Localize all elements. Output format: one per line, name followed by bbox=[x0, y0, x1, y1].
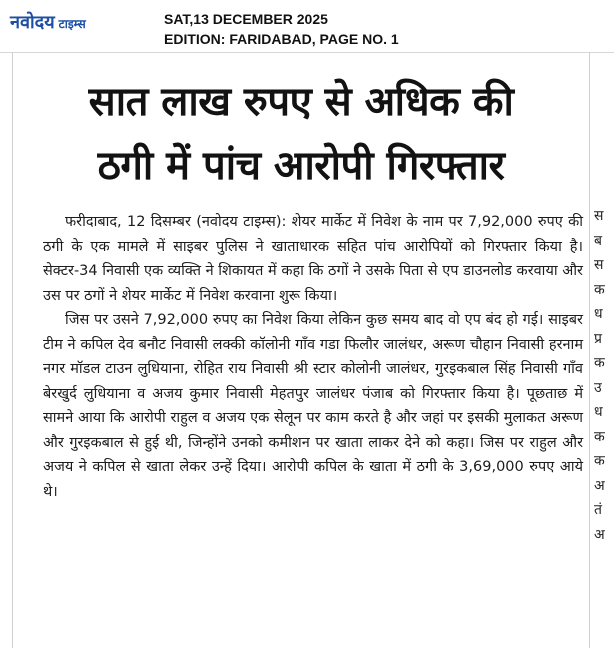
neighbor-glyph: स bbox=[594, 257, 604, 273]
neighbor-glyph: स bbox=[594, 208, 604, 224]
neighbor-glyph: क bbox=[594, 355, 605, 371]
neighbor-glyph: उ bbox=[594, 379, 602, 396]
masthead bbox=[0, 0, 614, 53]
neighbor-glyph: क bbox=[594, 453, 605, 469]
neighbor-glyph: प्र bbox=[594, 330, 602, 347]
logo-brand: नवोदय bbox=[10, 12, 55, 33]
headline bbox=[13, 70, 589, 198]
article-clipping bbox=[12, 52, 590, 648]
neighbor-glyph: अ bbox=[594, 526, 605, 543]
headline-line-2: ठगी में पांच आरोपी गिरफ्तार bbox=[97, 143, 505, 189]
neighbor-glyph: अ bbox=[594, 477, 605, 494]
neighbor-glyph: क bbox=[594, 428, 605, 445]
neighbor-glyph: तं bbox=[594, 502, 602, 518]
neighbor-glyph: क bbox=[594, 281, 605, 298]
neighbor-column-fragment bbox=[594, 204, 614, 547]
paragraph-2: जिस पर उसने 7,92,000 रुपए का निवेश किया लेकिन कुछ समय बाद वो एप बंद हो गई। साइबर टीम ने कपिल देव बनौट निवासी लक्की कॉलोनी गॉंव गडा फिलौर जालंधर, अरूण चौहान निवासी हरनाम नगर मॉडल टाउन लुधियाना, रोहित राय निवासी श्री स्टार कोलोनी जालंधर, गुरइकबाल सिंह निवासी गॉंव बेरखुर्द लुधियाना व अजय कुमार निवासी मेहतपुर जालंधर पंजाब को गिरफ्तार किया है। पूछताछ में सामने आया कि आरोपी राहुल व अजय एक सेलून पर काम करते है और जहां पर इसकी मुलाकत अरूण और गुरइकबाल से हुई थी, जिन्होंने उनको कमीशन पर खाता लाकर देने को कहा। जिस पर राहुल और अजय ने कपिल से खाता लेकर उन्हें दिया। आरोपी कपिल के खाता में ठगी के 3,69,000 रुपए आये थे। bbox=[43, 312, 583, 500]
logo-suffix: टाइम्स bbox=[58, 17, 86, 31]
newspaper-logo bbox=[10, 10, 86, 38]
neighbor-glyph: ब bbox=[594, 232, 602, 249]
edition-info bbox=[164, 9, 399, 49]
neighbor-glyph: ध bbox=[594, 404, 603, 420]
article-body bbox=[43, 210, 583, 504]
date-line: SAT,13 DECEMBER 2025 bbox=[164, 11, 328, 27]
paragraph-1: फरीदाबाद, 12 दिसम्बर (नवोदय टाइम्स): शेयर मार्केट में निवेश के नाम पर 7,92,000 रुपए की ठगी के एक मामले में साइबर पुलिस ने खाताधारक सहित पांच आरोपियों को गिरफ्तार किया है। सेक्टर-34 निवासी एक व्यक्ति ने शिकायत में कहा कि ठगों ने उसके पिता से एप डाउनलोड करवाया और उस पर ठगों ने शेयर मार्केट में निवेश करवाना शुरू किया। bbox=[43, 214, 583, 304]
neighbor-glyph: ध bbox=[594, 306, 603, 322]
headline-line-1: सात लाख रुपए से अधिक की bbox=[88, 79, 514, 125]
edition-line: EDITION: FARIDABAD, PAGE NO. 1 bbox=[164, 31, 399, 47]
